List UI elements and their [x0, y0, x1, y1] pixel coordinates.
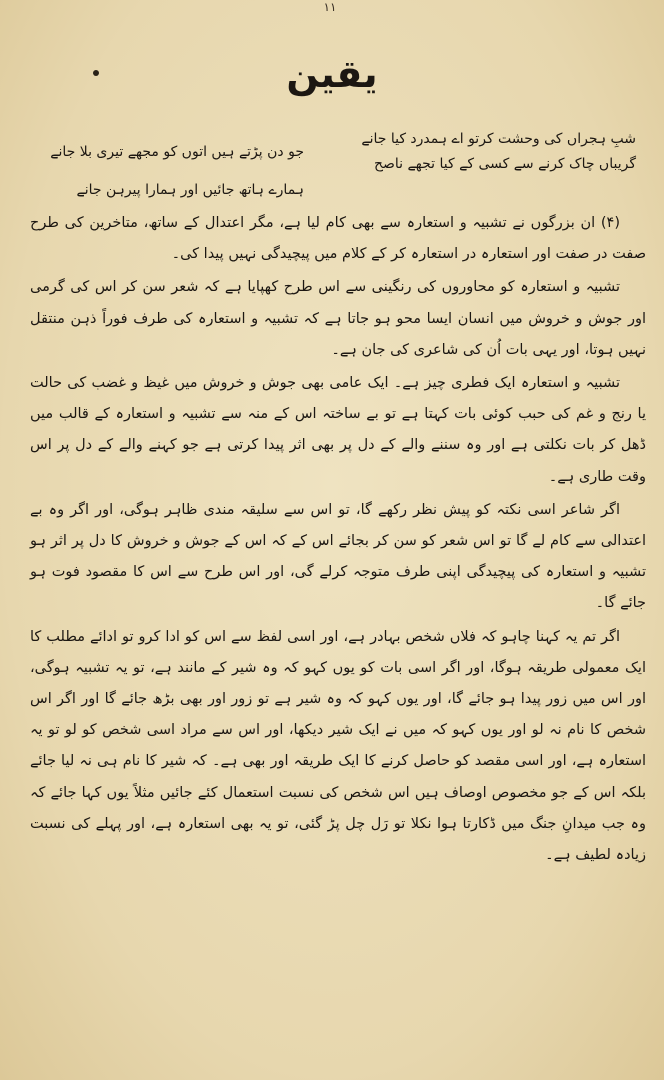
ornament-dot-icon: [93, 70, 99, 76]
verse-line: جو دن پڑتے ہیں اتوں کو مجھے تیری بلا جانے: [50, 144, 304, 160]
page-number: ۱۱: [323, 0, 337, 14]
paragraph: (۴) ان بزرگوں نے تشبیہ و استعارہ سے بھی کام لیا ہے، مگر اعتدال کے ساتھ، متاخرین کی طرح صفت در صفت اور استعارہ در استعارہ کر کے کلام میں پیچیدگی نہیں پیدا کی۔: [30, 215, 646, 263]
verse-line: شبِ ہجراں کی وحشت کرتو اے ہمدرد کیا جانے: [361, 131, 636, 147]
paragraph: تشبیہ و استعارہ ایک فطری چیز ہے۔ ایک عامی بھی جوش و خروش میں غیظ و غضب کی حالت یا رنج و غم کی حبب کوئی بات کہتا ہے تو بے ساختہ اس کے منہ سے تشبیہ و استعارہ کے قالب میں ڈھل کر بات نکلتی ہے اور وہ سننے والے کے دل پر بھی اثر پیدا کرتی ہے جو کہنے والے کے دل پر اس وقت طاری ہے۔: [30, 375, 646, 485]
chapter-title: یقین: [286, 52, 378, 96]
paragraph: اگر شاعر اسی نکتہ کو پیش نظر رکھے گا، تو اس سے سلیقہ مندی ظاہر ہوگی، اور اگر وہ بے اعتدالی سے کام لے گا تو اس شعر کو سن کر بجائے اس کے کہ اس کے جوش و خروش کا دل پر اثر ہو تشبیہ و استعارہ کی پیچیدگی اپنی طرف متوجہ کرلے گی، اور اس طرح سے اس کا مقصود فوت ہو جائے گا۔: [30, 501, 646, 612]
body-text: [30, 208, 646, 871]
paragraph: تشبیہ و استعارہ کو محاوروں کی رنگینی سے اس طرح کھپایا ہے کہ شعر سن کر اس کی گرمی اور جوش و خروش میں انسان ایسا محو ہو جاتا ہے کہ تشبیہ و استعارہ کی طرف فوراً ذہن منتقل نہیں ہوتا، اور یہی بات اُن کی شاعری کی جان ہے۔: [30, 279, 646, 358]
verse-line: گریباں چاک کرنے سے کسی کے کیا تجھے ناصح: [373, 156, 636, 172]
paragraph: اگر تم یہ کہنا چاہو کہ فلاں شخص بہادر ہے، اور اسی لفظ سے اس کو ادا کرو تو ادائے مطلب کا ایک معمولی طریقہ ہوگا، اور اگر اسی بات کو یوں کہو کہ وہ شیر کے مانند ہے، تو یہ تشبیہ ہوگی، اور اس میں زور پیدا ہو جائے گا، اور یوں کہو کہ وہ شیر ہے تو زور اور بھی بڑھ جائے گا اور اگر اس شخص کا نام نہ لو اور یوں کہو کہ میں نے ایک شیر دیکھا، اور اس سے مراد اسی شخص کو لو تو یہ استعارہ ہے، اور اسی مقصد کو حاصل کرنے کا ایک طریقہ اور بھی ہے۔ کہ شیر کا نام ہی نہ لیا جائے بلکہ اس کے جو مخصوص اوصاف ہیں اس شخص کی نسبت استعمال کئے جائیں مثلاً یوں کہا جائے کہ وہ جب میدانِ جنگ میں ڈکارتا ہوا نکلا تو رَل چل پڑ گئی، تو یہ بھی استعارہ ہے، اور پہلے کی نسبت زیادہ لطیف ہے۔: [30, 628, 646, 864]
verse-line: ہمارے ہاتھ جائیں اور ہمارا پیرہن جانے: [76, 182, 304, 198]
